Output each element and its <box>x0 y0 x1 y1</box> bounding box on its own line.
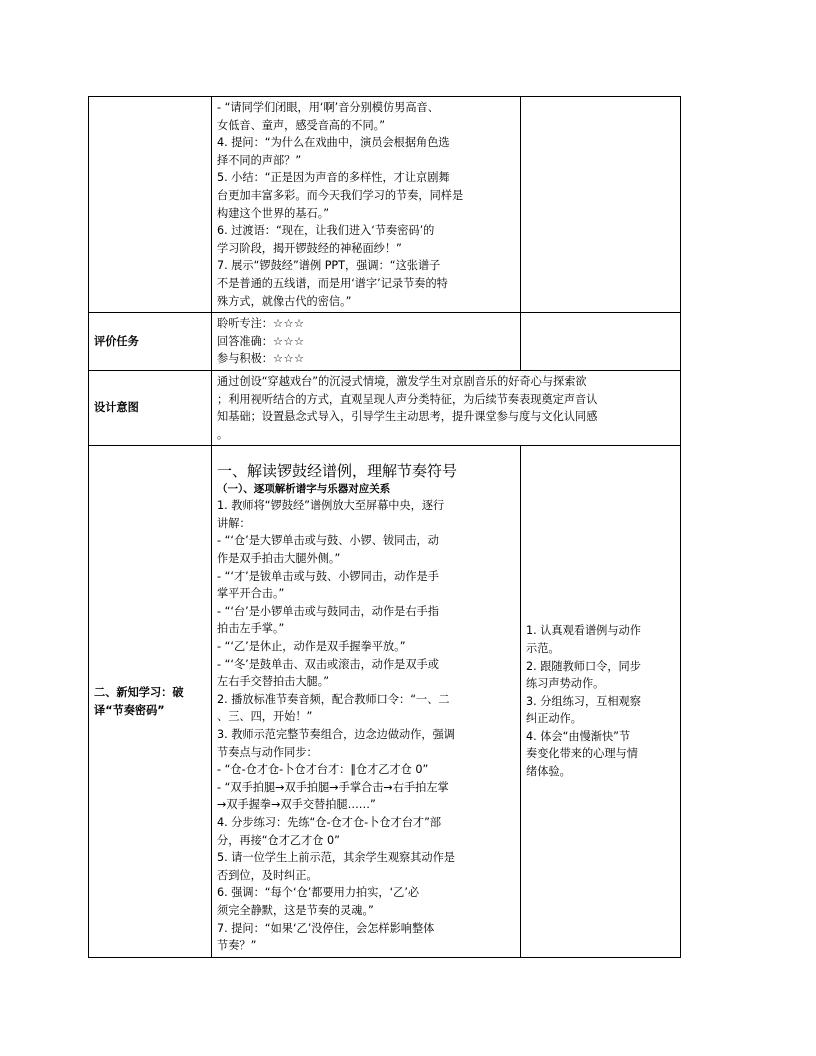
design-intent-label: 设计意图 <box>89 370 212 445</box>
text-line: 否到位，及时纠正。 <box>217 868 318 882</box>
text-line: 5. 请一位学生上前示范，其余学生观察其动作是 <box>217 851 455 865</box>
table-row-new-knowledge <box>89 446 681 957</box>
evaluation-item <box>217 333 515 351</box>
section-heading: 一、解读锣鼓经谱例，理解节奏符号 <box>217 462 458 481</box>
text-line: 6. 强调：“每个‘仓’都要用力拍实，‘乙’必 <box>217 886 420 900</box>
text-line: 通过创设“穿越戏台”的沉浸式情境，激发学生对京剧音乐的好奇心与探索欲 <box>217 374 587 388</box>
text-line: 5. 小结：“正是因为声音的多样性，才让京剧舞 <box>217 171 450 185</box>
text-line: 掌平开合击。” <box>217 587 285 601</box>
label-line: 译“节奏密码” <box>94 703 165 717</box>
text-line: - “‘乙’是休止，动作是双手握拳平放。” <box>217 640 406 654</box>
evaluation-item-name: 参与积极： <box>217 352 273 366</box>
text-line: - “双手拍腿→双手拍腿→手掌合击→右手拍左掌 <box>217 780 449 794</box>
text-line: 节奏点与动作同步： <box>217 745 318 759</box>
cell-empty-student <box>521 313 681 371</box>
evaluation-item-name: 聆听专注： <box>217 317 273 331</box>
star-rating: ☆☆☆ <box>272 317 305 331</box>
text-line: 讲解： <box>217 516 251 530</box>
text-line: 3. 教师示范完整节奏组合，边念边做动作，强调 <box>217 728 455 741</box>
text-line: - “‘冬’是鼓单击、双击或滚击，动作是双手或 <box>217 657 439 671</box>
text-line: →双手握拳→双手交替拍腿……” <box>217 798 376 812</box>
teacher-activity-intro <box>212 97 521 313</box>
evaluation-item <box>217 315 515 333</box>
cell-empty-label <box>89 97 212 313</box>
text-line: 作是双手拍击大腿外侧。” <box>217 552 341 566</box>
text-line: 3. 分组练习，互相观察 <box>526 694 641 708</box>
text-line: 。 <box>217 427 229 441</box>
new-knowledge-label <box>89 446 212 957</box>
design-intent-text <box>212 370 681 445</box>
text-line: - “‘才’是钹单击或与鼓、小锣同击，动作是手 <box>217 569 439 583</box>
table-row-intro-continued <box>89 97 681 313</box>
text-line: 择不同的声部？” <box>217 153 302 167</box>
text-line: - “‘台’是小锣单击或与鼓同击，动作是右手指 <box>217 604 439 618</box>
table-row-evaluation <box>89 313 681 371</box>
text-line: 台更加丰富多彩。而今天我们学习的节奏，同样是 <box>217 188 464 202</box>
text-line: - “请同学们闭眼，用‘啊’音分别模仿男高音、 <box>217 101 439 114</box>
text-line: 、三、四，开始！” <box>217 710 313 724</box>
text-line: 7. 展示“锣鼓经”谱例 PPT，强调：“这张谱子 <box>217 259 441 273</box>
text-line: 4. 提问：“为什么在戏曲中，演员会根据角色选 <box>217 136 450 150</box>
text-line: 示范。 <box>526 641 560 655</box>
text-line: 4. 分步练习：先练“仓-仓才仓-卜仓才台才”部 <box>217 815 442 829</box>
text-line: 须完全静默，这是节奏的灵魂。” <box>217 903 374 917</box>
text-line: 1. 认真观看谱例与动作 <box>526 624 641 638</box>
star-rating: ☆☆☆ <box>272 352 305 366</box>
evaluation-item-name: 回答准确： <box>217 334 273 348</box>
text-line: 节奏？” <box>217 939 257 953</box>
text-line: 6. 过渡语：“现在，让我们进入‘节奏密码’的 <box>217 224 435 238</box>
student-activity-new <box>521 446 681 957</box>
text-line: 构建这个世界的基石。” <box>217 206 330 220</box>
table-row-design-intent <box>89 370 681 445</box>
text-line: - “‘仓’是大锣单击或与鼓、小锣、钹同击，动 <box>217 534 439 548</box>
text-line: 学习阶段，揭开锣鼓经的神秘面纱！” <box>217 241 402 255</box>
text-line: 7. 提问：“如果‘乙’没停住，会怎样影响整体 <box>217 921 435 935</box>
text-line: 4. 体会“由慢渐快”节 <box>526 729 631 743</box>
evaluation-item <box>217 350 515 368</box>
text-line: 殊方式，就像古代的密信。” <box>217 294 352 308</box>
cell-empty-student <box>521 97 681 313</box>
text-line: 奏变化带来的心理与情 <box>526 747 638 761</box>
label-line: 二、新知学习：破 <box>94 685 184 699</box>
evaluation-label: 评价任务 <box>89 313 212 371</box>
text-line: 练习声势动作。 <box>526 677 605 691</box>
evaluation-items <box>212 313 521 371</box>
text-line: 知基础；设置悬念式导入，引导学生主动思考，提升课堂参与度与文化认同感 <box>217 410 598 424</box>
star-rating: ☆☆☆ <box>272 334 305 348</box>
section-subheading: （一）、逐项解析谱字与乐器对应关系 <box>217 483 391 496</box>
text-line: - “仓-仓才仓-卜仓才台才：‖仓才乙才仓 0” <box>217 763 429 777</box>
text-line: 纠正动作。 <box>526 712 582 726</box>
lesson-plan-table <box>88 96 681 958</box>
text-line: 分，再接“仓才乙才仓 0” <box>217 833 340 847</box>
text-line: 绪体验。 <box>526 765 571 779</box>
text-line: 拍击左手掌。” <box>217 622 285 636</box>
text-line: 女低音、童声，感受音高的不同。” <box>217 118 386 132</box>
text-line: 左右手交替拍击大腿。” <box>217 675 330 689</box>
text-line: 不是普通的五线谱，而是用‘谱字’记录节奏的特 <box>217 276 448 290</box>
text-line: ；利用视听结合的方式，直观呈现人声分类特征，为后续节奏表现奠定声音认 <box>217 392 598 406</box>
text-line: 2. 播放标准节奏音频，配合教师口令：“一、二 <box>217 692 450 706</box>
text-line: 1. 教师将“锣鼓经”谱例放大至屏幕中央，逐行 <box>217 499 445 513</box>
text-line: 2. 跟随教师口令，同步 <box>526 659 641 673</box>
teacher-activity-new <box>212 446 521 957</box>
